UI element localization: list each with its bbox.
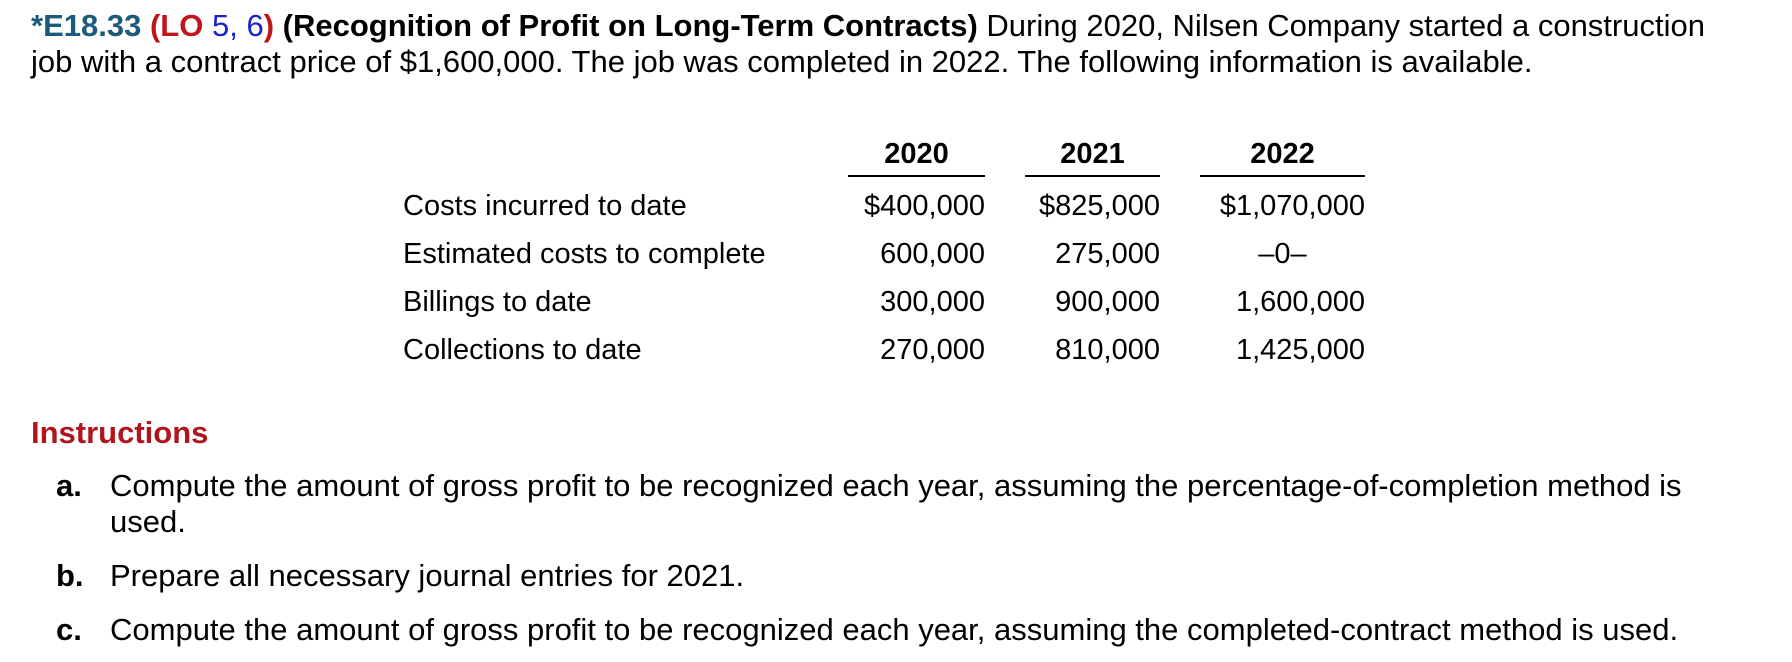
table-cell: $1,070,000: [1219, 189, 1365, 222]
instruction-item-c: [56, 612, 1756, 648]
item-marker: c.: [56, 612, 82, 647]
table-cell: 1,600,000: [1235, 285, 1365, 318]
row-label: Collections to date: [403, 333, 642, 366]
lo-5-link[interactable]: 5: [211, 8, 230, 43]
table-row: [403, 278, 1365, 326]
exercise-number: *E18.33: [31, 8, 142, 43]
table-cell: $400,000: [864, 189, 985, 222]
item-text: Compute the amount of gross profit to be recognized each year, assuming the percentage-of-completion method is used.: [110, 468, 1682, 539]
instruction-item-b: [56, 558, 1756, 594]
lo-open: (LO: [149, 8, 204, 43]
table-cell: 270,000: [880, 333, 985, 366]
lo-close: ): [263, 8, 275, 43]
item-text: Prepare all necessary journal entries for 2021.: [110, 558, 745, 593]
contract-data-table: [403, 138, 1365, 374]
problem-statement: [31, 8, 1751, 80]
lo-separator: ,: [229, 8, 238, 43]
row-label: Billings to date: [403, 285, 592, 318]
exercise-title: (Recognition of Profit on Long-Term Contracts): [282, 8, 978, 43]
table-cell: 275,000: [1055, 237, 1160, 270]
table-cell: –0–: [1258, 237, 1307, 270]
problem-body: During 2020, Nilsen Company started a construction job with a contract price of $1,600,000. The job was completed in 2022. The following information is available.: [31, 8, 1705, 79]
table-cell: 900,000: [1055, 285, 1160, 318]
table-header-row: [403, 138, 1365, 182]
table-cell: 300,000: [880, 285, 985, 318]
table-row: [403, 230, 1365, 278]
table-row: [403, 182, 1365, 230]
table-cell: 810,000: [1055, 333, 1160, 366]
table-cell: 1,425,000: [1235, 333, 1365, 366]
label-header: [403, 138, 848, 182]
table-row: [403, 326, 1365, 374]
learning-objective-ref: [150, 8, 274, 43]
table-cell: $825,000: [1039, 189, 1160, 222]
lo-6-link[interactable]: 6: [246, 8, 264, 43]
table-cell: 600,000: [880, 237, 985, 270]
row-label: Costs incurred to date: [403, 189, 687, 222]
instruction-item-a: [56, 468, 1756, 540]
instructions-heading: Instructions: [31, 415, 209, 450]
item-marker: a.: [56, 468, 82, 503]
year-header: 2022: [1200, 138, 1365, 182]
item-text: Compute the amount of gross profit to be recognized each year, assuming the completed-contract method is used.: [110, 612, 1679, 647]
year-header: 2020: [848, 138, 985, 182]
year-header: 2021: [1025, 138, 1160, 182]
row-label: Estimated costs to complete: [403, 237, 766, 270]
item-marker: b.: [56, 558, 84, 593]
